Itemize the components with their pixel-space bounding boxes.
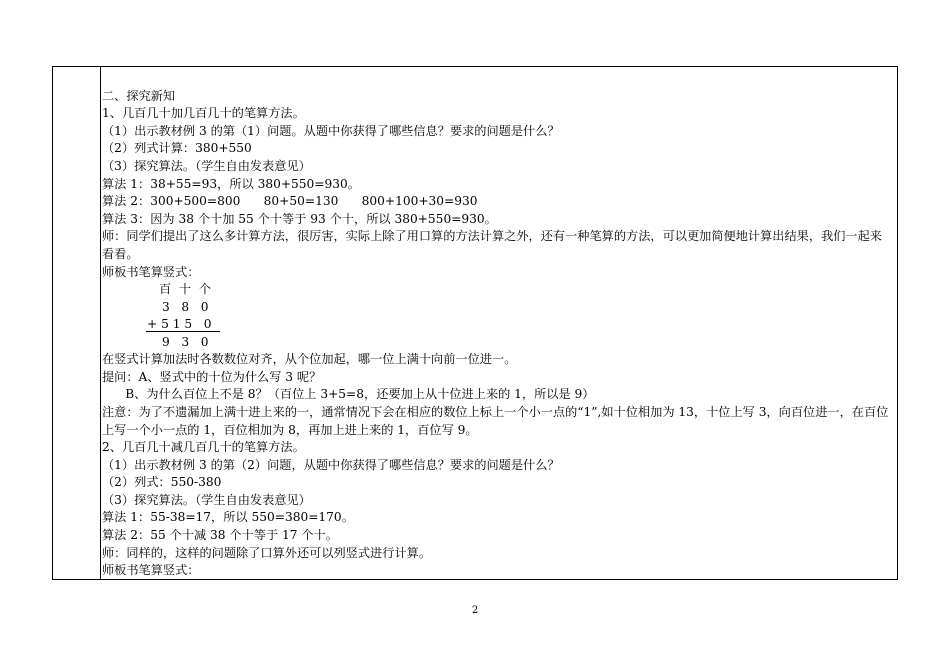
text-line: 师：同样的，这样的问题除了口算外还可以列竖式进行计算。 — [102, 545, 432, 560]
text-line: 算法 3：因为 38 个十加 55 个十等于 93 个十，所以 380+550=930。 — [102, 211, 497, 226]
section-heading: 二、探究新知 — [102, 88, 176, 103]
text-line: 算法 2：300+500=800 80+50=130 800+100+30=930 — [102, 194, 478, 209]
text-line: 算法 1：55-38=17，所以 550=380=170。 — [102, 510, 354, 525]
text-line: （2）列式：550-380 — [102, 475, 222, 490]
vertical-addition — [102, 281, 892, 351]
left-column-cell — [53, 67, 101, 579]
text-line: （2）列式计算：380+550 — [102, 141, 252, 156]
text-line: 算法 1：38+55=93，所以 380+550=930。 — [102, 176, 360, 191]
place-value-header: 百 十 个 — [159, 282, 212, 297]
text-line: （3）探究算法。（学生自由发表意见） — [102, 158, 311, 173]
text-line: 算法 2：55 个十减 38 个十等于 17 个十。 — [102, 528, 338, 543]
number-list — [102, 70, 892, 88]
note-paragraph: 注意：为了不遗漏加上满十进上来的一，通常情况下会在相应的数位上标上一个小一点的“1”,如十位相加为 13，十位上写 3，向百位进一，在百位上写一个小一点的 1，百位相加为 8，再加上进上来的 1，百位写 9。 — [102, 404, 889, 437]
sum-result: 9 3 0 — [162, 334, 209, 349]
text-line: 在竖式计算加法时各数数位对齐，从个位加起，哪一位上满十向前一位进一。 — [102, 352, 517, 367]
text-line: （3）探究算法。（学生自由发表意见） — [102, 492, 311, 507]
page-number: 2 — [471, 605, 479, 616]
text-line: （1）出示教材例 3 的第（1）问题。从题中你获得了哪些信息？要求的问题是什么？ — [102, 123, 560, 138]
text-line: B、为什么百位上不是 8？（百位上 3+5=8，还要加上从十位进上来的 1，所以是 9） — [102, 387, 595, 402]
text-line: 师板书笔算竖式： — [102, 563, 200, 578]
text-line: 提问：A、竖式中的十位为什么写 3 呢？ — [102, 369, 322, 384]
text-line: （1）出示教材例 3 的第（2）问题，从题中你获得了哪些信息？要求的问题是什么？ — [102, 457, 560, 472]
addend-top: 3 8 0 — [162, 299, 209, 314]
lesson-content — [102, 70, 892, 580]
subsection-heading: 2、几百几十减几百几十的笔算方法。 — [102, 440, 305, 455]
text-line: 师板书笔算竖式： — [102, 264, 200, 279]
addend-bottom: + 5 1 5 0 — [147, 317, 212, 332]
sum-rule — [146, 331, 220, 332]
teacher-paragraph: 师：同学们提出了这么多计算方法，很厉害，实际上除了用口算的方法计算之外，还有一种笔算的方法，可以更加简便地计算出结果，我们一起来看看。 — [102, 229, 882, 261]
subsection-heading: 1、几百几十加几百几十的笔算方法。 — [102, 106, 305, 121]
